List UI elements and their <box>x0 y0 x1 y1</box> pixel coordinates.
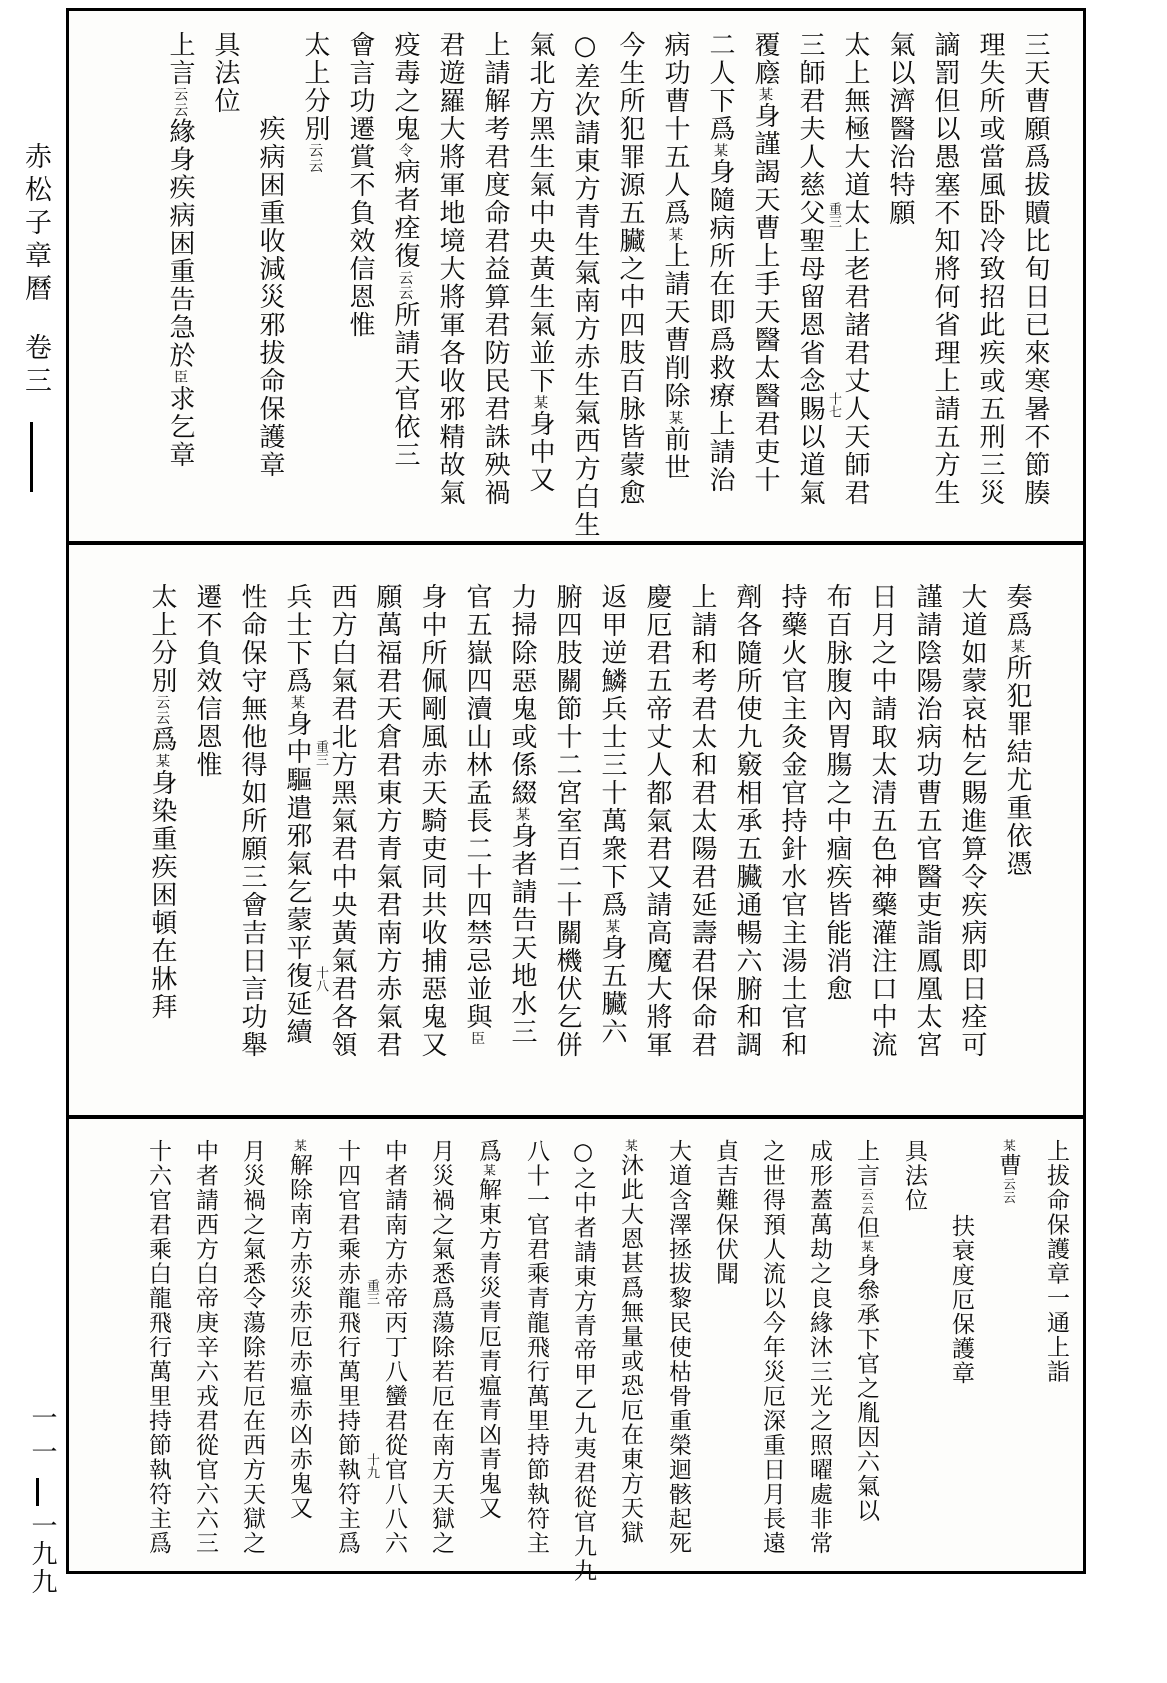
small-inline-text: 某 <box>757 87 773 103</box>
text-column: 君遊羅大將軍地境大將軍各收邪精故氣 <box>435 31 465 507</box>
text-column: 布百脉腹內胃膓之中痼疾皆能消愈 <box>822 583 852 1003</box>
text-column: 持藥火官主灸金官持針水官主湯土官和 <box>777 583 807 1059</box>
small-inline-text: 某 <box>1009 639 1025 655</box>
text-column: 病功曹十五人爲某上請天曹削除某前世 <box>660 31 690 482</box>
text-column: 某解除南方赤災赤厄赤瘟赤凶赤鬼又 <box>286 1139 312 1521</box>
text-column: 覆廕某身謹謁天曹上手天醫太醫君吏十 <box>750 31 780 495</box>
small-inline-text: 某 <box>712 143 728 159</box>
small-inline-text: 令 <box>397 143 413 159</box>
small-inline-text: 某 <box>623 1139 638 1153</box>
text-column: 會言功遷賞不負效信恩惟 <box>345 31 375 339</box>
text-column: 十四官君乘赤龍飛行萬里持節執符主爲 <box>334 1139 360 1556</box>
text-column: 今生所犯罪源五臟之中四肢百脉皆蒙愈 <box>615 31 645 507</box>
small-inline-text: 某 <box>481 1163 496 1178</box>
small-inline-text: 某 <box>154 753 170 769</box>
text-column: 兵士下爲某身中驅遣邪氣乞蒙平復延續 <box>282 583 312 1047</box>
register-middle <box>139 583 1039 1107</box>
small-inline-text: 某 <box>859 1239 874 1254</box>
text-column: 中者請西方白帝庚辛六戎君從官六六三 <box>192 1139 218 1556</box>
text-column: 官五嶽四瀆山林孟長二十四禁忌並與臣 <box>462 583 492 1047</box>
margin-page-number <box>24 1404 61 1472</box>
small-inline-text: 臣 <box>172 369 188 385</box>
register-top <box>157 31 1057 539</box>
interlinear-note: 重三 <box>364 1278 379 1305</box>
text-column: 太上分別云云 <box>300 31 330 174</box>
text-column: 身中所佩剛風赤天騎吏同共收捕惡鬼又 <box>417 583 447 1059</box>
text-column: ○差次請東方青生氣南方赤生氣西方白生 <box>570 31 600 539</box>
small-inline-text: 云云 <box>154 695 170 726</box>
text-column: 腑四肢關節十二宮室百二十關機伏乞併 <box>552 583 582 1059</box>
small-inline-text: 某 <box>289 695 305 711</box>
text-column: 理失所或當風卧冷致招此疾或五刑三災 <box>975 31 1005 507</box>
small-inline-text: 云云 <box>1001 1177 1016 1205</box>
text-column: 太上分別云云爲某身染重疾困頓在牀拜 <box>147 583 177 1021</box>
text-column: 上請和考君太和君太陽君延壽君保命君 <box>687 583 717 1059</box>
small-inline-text: 某 <box>667 410 683 426</box>
text-column: 上言云云但某身叅承下官之胤因六氣以 <box>853 1139 879 1523</box>
margin-page-dash <box>36 1478 39 1506</box>
text-column: 月災禍之氣悉令蕩除若厄在西方天獄之 <box>239 1139 265 1556</box>
text-column: 大道如蒙哀枯乞賜進算令疾病即日痊可 <box>957 583 987 1059</box>
small-inline-text: 云云 <box>172 87 188 118</box>
text-column: 奏爲某所犯罪結尤重依憑 <box>1002 583 1032 879</box>
text-column: 上拔命保護章一通上詣 <box>1043 1139 1069 1384</box>
text-column: 三天曹願爲拔贖比旬日已來寒暑不節腠 <box>1020 31 1050 507</box>
text-column: 成形蓋萬劫之良緣沐三光之照曜處非常 <box>806 1139 832 1556</box>
text-column: 某沐此大恩甚爲無量或恐厄在東方天獄 <box>617 1139 643 1545</box>
small-inline-text: 某 <box>604 919 620 935</box>
text-column: 上請解考君度命君益算君防民君誅殃禍 <box>480 31 510 507</box>
text-column: 性命保守無他得如所願三會吉日言功舉 <box>237 583 267 1059</box>
small-inline-text: 云云 <box>397 270 413 301</box>
text-column: 三師君夫人慈父聖母留恩省念賜以道氣 <box>795 31 825 507</box>
text-column: 日月之中請取太清五色神藥灌注口中流 <box>867 583 897 1059</box>
text-column: 遷不負效信恩惟 <box>192 583 222 779</box>
text-column: 疫毒之鬼令病者痊復云云所請天官依三 <box>390 31 420 469</box>
register-divider-1 <box>69 541 1083 545</box>
page-volume-number: 一一 <box>27 1404 57 1472</box>
text-column: 西方白氣君北方黑氣君中央黃氣君各領 重三 十八 <box>313 583 357 1059</box>
small-inline-text: 某 <box>514 807 530 823</box>
text-column: ○之中者請東方青帝甲乙九夷君從官九九 <box>570 1139 596 1583</box>
small-inline-text: 某 <box>292 1139 307 1153</box>
margin-page-number-2 <box>24 1512 61 1596</box>
margin-title-dash <box>30 422 33 492</box>
text-column: 太上無極大道太上老君諸君丈人天師君 重三 十七 <box>826 31 870 507</box>
text-column: 謹請陰陽治病功曹五官醫吏詣鳳凰太宮 <box>912 583 942 1059</box>
manuscript-frame <box>66 8 1086 1583</box>
text-column: 具法位 <box>210 31 240 115</box>
text-column: 力掃除惡鬼或係綴某身者請告天地水三 <box>507 583 537 1047</box>
small-inline-text: 云云 <box>307 143 323 174</box>
text-column: 氣以濟醫治特願 <box>885 31 915 227</box>
register-divider-2 <box>69 1115 1083 1119</box>
interlinear-note: 十九 <box>364 1452 379 1479</box>
small-inline-text: 某 <box>1001 1139 1016 1153</box>
text-column: 月災禍之氣悉爲蕩除若厄在南方天獄之 <box>428 1139 454 1556</box>
text-column: 貞吉難保伏聞 <box>712 1139 738 1286</box>
text-column: 具法位 <box>901 1139 927 1213</box>
small-inline-text: 臣 <box>469 1031 485 1047</box>
text-column: 劑各隨所使九竅相承五臟通暢六腑和調 <box>732 583 762 1059</box>
text-column: 謫罰但以愚塞不知將何省理上請五方生 <box>930 31 960 507</box>
text-column: 某曹云云 <box>995 1139 1021 1205</box>
text-column: 十六官君乘白龍飛行萬里持節執符主爲 <box>145 1139 171 1556</box>
text-column: 之世得預人流以今年災厄深重日月長遠 <box>759 1139 785 1556</box>
interlinear-note: 重三 <box>313 740 328 767</box>
text-column: 爲某解東方青災青厄青瘟青凶青鬼又 <box>475 1139 501 1521</box>
volume-label: 卷三 <box>20 333 51 399</box>
text-column: 扶衰度厄保護章 <box>948 1213 974 1386</box>
text-column: 慶厄君五帝丈人都氣君又請高魔大將軍 <box>642 583 672 1059</box>
interlinear-note: 重三 <box>826 201 841 228</box>
margin-book-title <box>16 142 55 399</box>
text-column: 返甲逆鱗兵士三十萬衆下爲某身五臟六 <box>597 583 627 1047</box>
text-column: 大道含澤拯拔黎民使枯骨重榮迴骸起死 <box>665 1139 691 1556</box>
page-number: 一九九 <box>27 1512 57 1596</box>
text-column: 八十一官君乘青龍飛行萬里持節執符主 <box>523 1139 549 1556</box>
book-title: 赤松子章曆 <box>20 142 51 307</box>
text-column: 二人下爲某身隨病所在即爲救療上請治 <box>705 31 735 495</box>
text-column: 上言云云緣身疾病困重告急於臣求乞章 <box>165 31 195 469</box>
text-column: 中者請南方赤帝丙丁八蠻君從官八八六 重三 十九 <box>364 1139 407 1556</box>
interlinear-note: 十八 <box>313 965 328 992</box>
interlinear-note: 十七 <box>826 392 841 419</box>
small-inline-text: 某 <box>532 395 548 411</box>
text-column: 氣北方黑生氣中央黃生氣並下某身中又 <box>525 31 555 495</box>
small-inline-text: 某 <box>667 227 683 243</box>
text-column: 願萬福君天倉君東方青氣君南方赤氣君 <box>372 583 402 1059</box>
text-column: 疾病困重收減災邪拔命保護章 <box>255 115 285 480</box>
small-inline-text: 云云 <box>859 1188 874 1216</box>
register-bottom <box>134 1139 1079 1583</box>
